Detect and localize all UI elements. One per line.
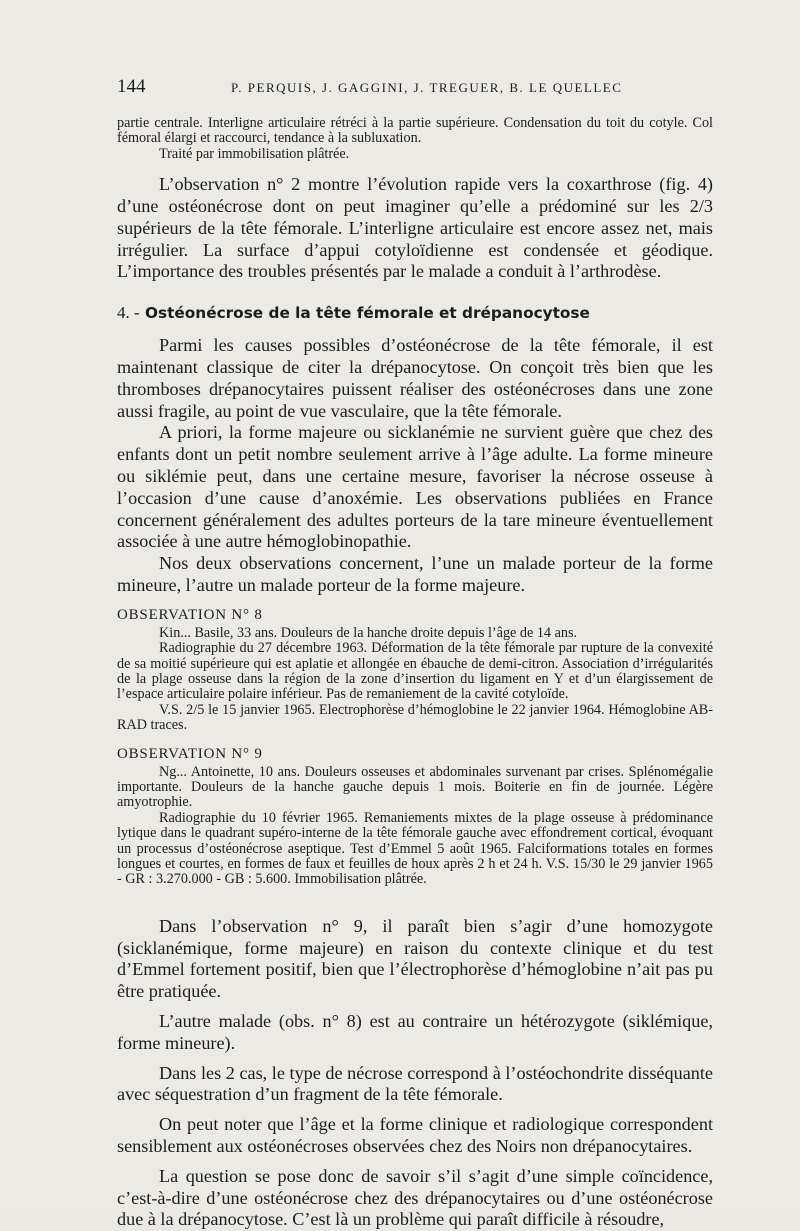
section-paragraph: Parmi les causes possibles d’ostéonécrose de la tête fémorale, il est maintenant classique de citer la drépanocytose. On conçoit très bien que les thromboses drépanocytaires puissent réaliser des ostéonécroses dans une zone aussi fragile, au point de vue vasculaire, que la tête fémorale. <box>117 335 713 421</box>
observation-8-text: V.S. 2/5 le 15 janvier 1965. Electrophorèse d’hémoglobine le 22 janvier 1964. Hémoglobine AB-RAD traces. <box>117 701 713 734</box>
section-paragraph: Nos deux observations concernent, l’une un malade porteur de la forme mineure, l’autre un malade porteur de la forme majeure. <box>117 553 713 595</box>
observation-8-text: Kin... Basile, 33 ans. Douleurs de la hanche droite depuis l’âge de 14 ans. <box>159 624 578 641</box>
observation-9-text: Radiographie du 10 février 1965. Remaniements mixtes de la plage osseuse à prédominance lytique dans le quadrant supéro-interne de la tête fémorale gauche avec effondrement cortical, évoquant un processus d’ostéonécrose aseptique. Test d’Emmel 5 août 1965. Falciformations totales en formes longues et courtes, en formes de faux et feuilles de houx après 2 h et 24 h. V.S. 15/30 le 29 janvier 1965 - GR : 3.270.000 - GB : 5.600. Immobilisation plâtrée. <box>117 809 713 888</box>
section-number: 4. - <box>117 303 140 323</box>
observation-8-title: OBSERVATION N° 8 <box>117 606 263 623</box>
page-number: 144 <box>117 76 146 97</box>
case-treatment-text: Traité par immobilisation plâtrée. <box>159 145 350 162</box>
discussion-paragraph: La question se pose donc de savoir s’il s’agit d’une simple coïncidence, c’est-à-dire d’une ostéonécrose chez des drépanocytaires ou d’une ostéonécrose due à la drépanocytose. C’est là un problème qui paraît difficile à résoudre, <box>117 1165 713 1230</box>
discussion-paragraph: Dans l’observation n° 9, il paraît bien s’agir d’une homozygote (sicklanémique, forme majeure) en raison du contexte clinique et du test d’Emmel fortement positif, bien que l’électrophorèse d’hémoglobine n’ait pas pu être pratiquée. <box>117 915 713 1002</box>
discussion-paragraph: Dans les 2 cas, le type de nécrose correspond à l’ostéochondrite disséquante avec séquestration d’un fragment de la tête fémorale. <box>117 1062 713 1105</box>
case-continuation-text: partie centrale. Interligne articulaire rétréci à la partie supérieure. Condensation du toit du cotyle. Col fémoral élargi et raccourci, tendance à la subluxation. <box>117 115 713 147</box>
page-body <box>117 116 713 1231</box>
discussion-paragraph: On peut noter que l’âge et la forme clinique et radiologique correspondent sensiblement aux ostéonécroses observées chez des Noirs non drépanocytaires. <box>117 1114 713 1157</box>
running-head-authors: P. PERQUIS, J. GAGGINI, J. TREGUER, B. LE QUELLEC <box>231 80 623 95</box>
observation-2-paragraph: L’observation n° 2 montre l’évolution rapide vers la coxarthrose (fig. 4) d’une ostéonécrose dont on peut imaginer qu’elle a prédominé sur les 2/3 supérieurs de la tête fémorale. L’interligne articulaire est encore assez net, mais irrégulier. La surface d’appui cotyloïdienne est condensée et géodique. L’importance des troubles présentés par le malade a conduit à l’arthrodèse. <box>117 174 713 282</box>
discussion-paragraph: L’autre malade (obs. n° 8) est au contraire un hétérozygote (siklémique, forme mineure). <box>117 1011 713 1053</box>
observation-9-title: OBSERVATION N° 9 <box>117 745 263 762</box>
section-heading <box>117 303 713 323</box>
observation-9-text: Ng... Antoinette, 10 ans. Douleurs osseuses et abdominales survenant par crises. Splénomégalie importante. Douleurs de la hanche gauche depuis 1 mois. Boiterie en fin de journée. Légère amyotrophie. <box>117 763 713 811</box>
section-title: Ostéonécrose de la tête fémorale et drépanocytose <box>145 304 590 323</box>
observation-8-text: Radiographie du 27 décembre 1963. Déformation de la tête fémorale par rupture de la convexité de sa moitié supérieure qui est aplatie et allongée en ébauche de demi-citron. Association d’irrégularités de la plage osseuse dans la région de la zone d’insertion du ligament en Y et d’un élargissement de l’espace articulaire polaire inférieur. Pas de remaniement de la cavité cotyloïde. <box>117 640 713 703</box>
section-paragraph: A priori, la forme majeure ou sicklanémie ne survient guère que chez des enfants dont un petit nombre seulement arrive à l’âge adulte. La forme mineure ou siklémie peut, dans une certaine mesure, favoriser la nécrose osseuse à l’occasion d’une cause d’anoxémie. Les observations publiées en France concernent généralement des adultes porteurs de la tare mineure éventuellement associée à une autre hémoglobinopathie. <box>117 422 713 552</box>
page-header <box>117 76 682 100</box>
